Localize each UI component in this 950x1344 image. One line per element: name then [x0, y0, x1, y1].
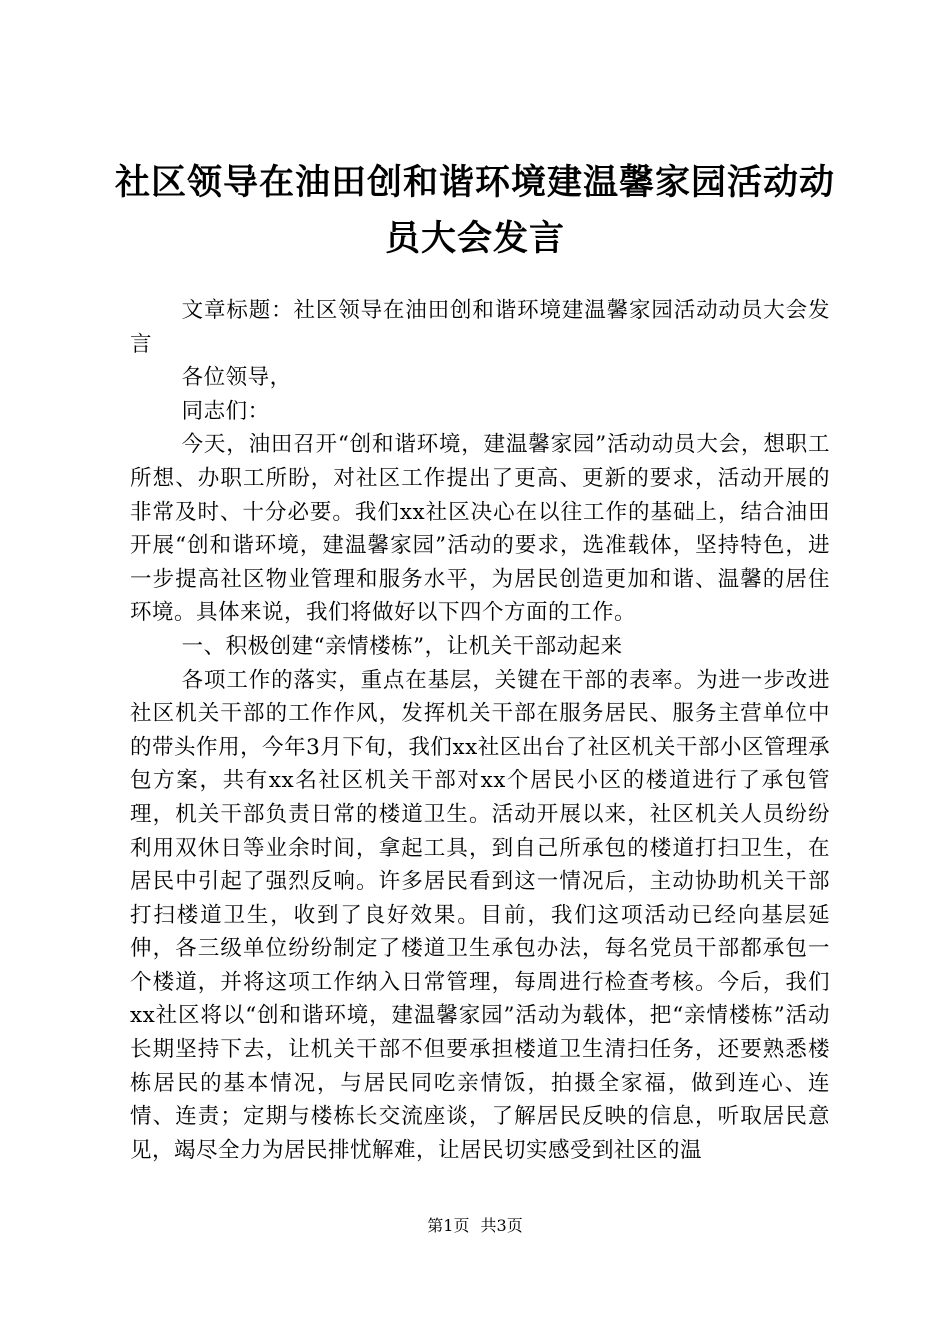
section-1-paragraph: 各项工作的落实，重点在基层，关键在干部的表率。为进一步改进社区机关干部的工作作风，发挥机关干部在服务居民、服务主营单位中的带头作用，今年3月下旬，我们xx社区出台了社区机关干部小区管理承包方案，共有xx名社区机关干部对xx个居民小区的楼道进行了承包管理，机关干部负责日常的楼道卫生。活动开展以来，社区机关人员纷纷利用双休日等业余时间，拿起工具，到自己所承包的楼道打扫卫生，在居民中引起了强烈反响。许多居民看到这一情况后，主动协助机关干部打扫楼道卫生，收到了良好效果。目前，我们这项活动已经向基层延伸，各三级单位纷纷制定了楼道卫生承包办法，每名党员干部都承包一个楼道，并将这项工作纳入日常管理，每周进行检查考核。今后，我们xx社区将以“创和谐环境，建温馨家园”活动为载体，把“亲情楼栋”活动长期坚持下去，让机关干部不但要承担楼道卫生清扫任务，还要熟悉楼栋居民的基本情况，与居民同吃亲情饭，拍摄全家福，做到连心、连情、连责；定期与楼栋长交流座谈，了解居民反映的信息，听取居民意见，竭尽全力为居民排忧解难，让居民切实感受到社区的温	[130, 667, 830, 1163]
document-title: 社区领导在油田创和谐环境建温馨家园活动动员大会发言	[114, 162, 835, 259]
page-number: 第1页	[427, 1216, 470, 1235]
section-heading-1: 一、积极创建“亲情楼栋”，让机关干部动起来	[181, 633, 623, 659]
page-footer	[0, 1216, 950, 1236]
intro-paragraph: 今天，油田召开“创和谐环境，建温馨家园”活动动员大会，想职工所想、办职工所盼，对社区工作提出了更高、更新的要求，活动开展的非常及时、十分必要。我们xx社区决心在以往工作的基础上，结合油田开展“创和谐环境，建温馨家园”活动的要求，选准载体，坚持特色，进一步提高社区物业管理和服务水平，为居民创造更加和谐、温馨的居住环境。具体来说，我们将做好以下四个方面的工作。	[130, 432, 830, 626]
salutation-comrades: 同志们：	[181, 398, 270, 424]
page-total: 共3页	[480, 1216, 523, 1235]
article-title-line: 文章标题：社区领导在油田创和谐环境建温馨家园活动动员大会发言	[130, 298, 830, 357]
document-body	[130, 294, 830, 1167]
salutation-leaders: 各位领导，	[181, 365, 292, 391]
